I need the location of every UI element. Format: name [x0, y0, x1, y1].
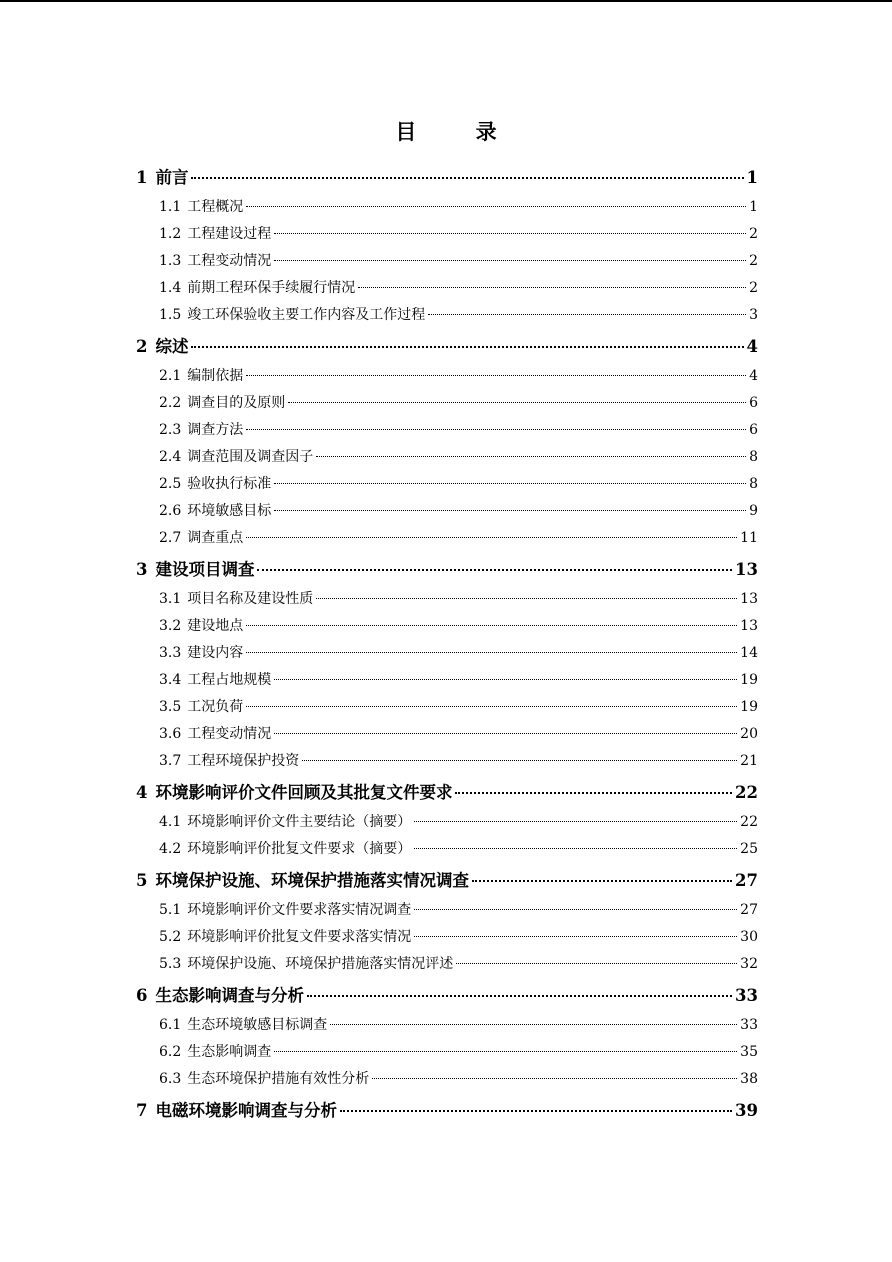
- toc-section-entry[interactable]: [136, 444, 758, 471]
- toc-page-number: 13: [740, 591, 758, 607]
- toc-section-entry[interactable]: [136, 417, 758, 444]
- toc-entry-title: 前期工程环保手续履行情况: [187, 280, 356, 296]
- toc-section-entry[interactable]: [136, 586, 758, 613]
- toc-section-entry[interactable]: [136, 897, 758, 924]
- toc-page-number: 22: [735, 783, 758, 802]
- toc-dot-leader: [302, 760, 737, 761]
- toc-entry-number: 2.3: [159, 422, 182, 438]
- toc-chapter-entry[interactable]: [136, 330, 758, 363]
- toc-entry-title: 生态影响调查与分析: [155, 986, 304, 1005]
- toc-dot-leader: [472, 880, 732, 882]
- toc-entry-title: 编制依据: [187, 368, 244, 384]
- toc-chapter-entry[interactable]: [136, 776, 758, 809]
- toc-dot-leader: [246, 375, 746, 376]
- toc-entry-number: 3.6: [159, 726, 182, 742]
- toc-dot-leader: [246, 537, 737, 538]
- toc-section-entry[interactable]: [136, 748, 758, 775]
- toc-entry-title: 生态环境敏感目标调查: [187, 1017, 328, 1033]
- toc-section-entry[interactable]: [136, 809, 758, 836]
- toc-entry-number: 3.1: [159, 591, 182, 607]
- toc-dot-leader: [246, 706, 737, 707]
- toc-entry-number: 2.4: [159, 449, 182, 465]
- toc-page-number: 39: [735, 1101, 758, 1120]
- toc-section-entry[interactable]: [136, 924, 758, 951]
- toc-section-entry[interactable]: [136, 667, 758, 694]
- toc-entry-number: 3.3: [159, 645, 182, 661]
- toc-entry-title: 验收执行标准: [187, 476, 272, 492]
- toc-page-number: 30: [740, 929, 758, 945]
- toc-section-entry[interactable]: [136, 1066, 758, 1093]
- toc-section-entry[interactable]: [136, 248, 758, 275]
- toc-entry-title: 环境影响评价批复文件要求落实情况: [187, 929, 412, 945]
- toc-dot-leader: [257, 569, 732, 571]
- toc-entry-number: 6: [136, 986, 148, 1005]
- toc-entry-number: 1.3: [159, 253, 182, 269]
- toc-entry-number: 7: [136, 1101, 148, 1120]
- toc-page-number: 13: [740, 618, 758, 634]
- toc-page-number: 14: [740, 645, 758, 661]
- toc-entry-number: 6.1: [159, 1017, 182, 1033]
- toc-dot-leader: [372, 1078, 737, 1079]
- toc-chapter-entry[interactable]: [136, 864, 758, 897]
- toc-entry-title: 竣工环保验收主要工作内容及工作过程: [187, 307, 426, 323]
- toc-page-number: 25: [740, 841, 758, 857]
- toc-entry-title: 环境保护设施、环境保护措施落实情况调查: [155, 871, 469, 890]
- toc-chapter-entry[interactable]: [136, 161, 758, 194]
- toc-chapter-entry[interactable]: [136, 553, 758, 586]
- toc-entry-title: 工程概况: [187, 199, 244, 215]
- toc-entry-title: 建设内容: [187, 645, 244, 661]
- toc-entry-title: 调查方法: [187, 422, 244, 438]
- toc-section-entry[interactable]: [136, 275, 758, 302]
- toc-dot-leader: [414, 909, 737, 910]
- toc-entry-title: 建设项目调查: [155, 560, 255, 579]
- toc-entry-number: 3.5: [159, 699, 182, 715]
- toc-dot-leader: [274, 510, 746, 511]
- toc-dot-leader: [274, 1051, 737, 1052]
- toc-entry-title: 生态影响调查: [187, 1044, 272, 1060]
- toc-entry-title: 调查范围及调查因子: [187, 449, 314, 465]
- toc-page-number: 33: [740, 1017, 758, 1033]
- toc-section-entry[interactable]: [136, 525, 758, 552]
- toc-entry-number: 2.1: [159, 368, 182, 384]
- toc-section-entry[interactable]: [136, 471, 758, 498]
- toc-entry-title: 调查重点: [187, 530, 244, 546]
- toc-entry-title: 工程变动情况: [187, 253, 272, 269]
- page-top-border: [0, 0, 892, 2]
- toc-entry-number: 5.1: [159, 902, 182, 918]
- toc-entry-number: 2.5: [159, 476, 182, 492]
- toc-dot-leader: [274, 733, 737, 734]
- toc-page-number: 33: [735, 986, 758, 1005]
- toc-entry-title: 工程环境保护投资: [187, 753, 300, 769]
- toc-dot-leader: [191, 346, 743, 348]
- toc-page-number: 1: [749, 199, 758, 215]
- table-of-contents: [136, 160, 758, 1127]
- toc-dot-leader: [358, 287, 746, 288]
- toc-section-entry[interactable]: [136, 836, 758, 863]
- toc-page-number: 6: [749, 422, 758, 438]
- toc-section-entry[interactable]: [136, 613, 758, 640]
- toc-dot-leader: [330, 1024, 737, 1025]
- toc-dot-leader: [414, 936, 737, 937]
- toc-entry-number: 1: [136, 168, 148, 187]
- toc-section-entry[interactable]: [136, 194, 758, 221]
- toc-entry-title: 工况负荷: [187, 699, 244, 715]
- toc-page-number: 1: [746, 168, 758, 187]
- toc-dot-leader: [316, 598, 737, 599]
- toc-page-number: 11: [740, 530, 758, 546]
- toc-entry-title: 项目名称及建设性质: [187, 591, 314, 607]
- toc-entry-number: 3.2: [159, 618, 182, 634]
- toc-entry-title: 环境敏感目标: [187, 503, 272, 519]
- toc-entry-title: 环境影响评价文件要求落实情况调查: [187, 902, 412, 918]
- toc-entry-title: 前言: [155, 168, 189, 187]
- toc-dot-leader: [340, 1110, 732, 1112]
- toc-section-entry[interactable]: [136, 363, 758, 390]
- toc-entry-number: 2: [136, 337, 148, 356]
- toc-entry-number: 4.2: [159, 841, 182, 857]
- toc-section-entry[interactable]: [136, 390, 758, 417]
- toc-dot-leader: [307, 995, 732, 997]
- toc-chapter-entry[interactable]: [136, 1094, 758, 1127]
- toc-entry-number: 2.6: [159, 503, 182, 519]
- toc-entry-number: 2.7: [159, 530, 182, 546]
- toc-entry-number: 3: [136, 560, 148, 579]
- toc-entry-title: 工程变动情况: [187, 726, 272, 742]
- toc-entry-title: 电磁环境影响调查与分析: [155, 1101, 337, 1120]
- toc-section-entry[interactable]: [136, 721, 758, 748]
- toc-dot-leader: [428, 314, 746, 315]
- toc-entry-number: 3.7: [159, 753, 182, 769]
- toc-page-number: 38: [740, 1071, 758, 1087]
- toc-dot-leader: [274, 233, 746, 234]
- toc-dot-leader: [191, 177, 743, 179]
- toc-page-number: 2: [749, 253, 758, 269]
- toc-section-entry[interactable]: [136, 302, 758, 329]
- toc-page-number: 32: [740, 956, 758, 972]
- toc-dot-leader: [455, 792, 732, 794]
- toc-section-entry[interactable]: [136, 1039, 758, 1066]
- toc-page-number: 8: [749, 449, 758, 465]
- toc-entry-title: 生态环境保护措施有效性分析: [187, 1071, 370, 1087]
- toc-dot-leader: [246, 206, 746, 207]
- toc-entry-number: 3.4: [159, 672, 182, 688]
- toc-page-number: 19: [740, 699, 758, 715]
- toc-section-entry[interactable]: [136, 694, 758, 721]
- toc-page-number: 4: [746, 337, 758, 356]
- toc-dot-leader: [246, 429, 746, 430]
- toc-entry-number: 2.2: [159, 395, 182, 411]
- toc-entry-number: 1.5: [159, 307, 182, 323]
- toc-dot-leader: [274, 260, 746, 261]
- toc-entry-number: 4.1: [159, 814, 182, 830]
- toc-page-number: 21: [740, 753, 758, 769]
- toc-section-entry[interactable]: [136, 640, 758, 667]
- toc-dot-leader: [414, 848, 737, 849]
- toc-page-number: 35: [740, 1044, 758, 1060]
- toc-entry-title: 建设地点: [187, 618, 244, 634]
- toc-page-number: 22: [740, 814, 758, 830]
- toc-entry-number: 5.3: [159, 956, 182, 972]
- toc-dot-leader: [316, 456, 746, 457]
- toc-title: 目 录: [395, 119, 523, 144]
- toc-entry-title: 环境影响评价批复文件要求（摘要）: [187, 841, 412, 857]
- toc-dot-leader: [274, 679, 737, 680]
- toc-entry-number: 5.2: [159, 929, 182, 945]
- toc-entry-number: 6.3: [159, 1071, 182, 1087]
- toc-section-entry[interactable]: [136, 1012, 758, 1039]
- toc-page-number: 6: [749, 395, 758, 411]
- toc-page-number: 2: [749, 226, 758, 242]
- toc-page-number: 27: [735, 871, 758, 890]
- toc-page-number: 8: [749, 476, 758, 492]
- toc-page-number: 3: [749, 307, 758, 323]
- toc-page-number: 9: [749, 503, 758, 519]
- toc-dot-leader: [456, 963, 737, 964]
- toc-entry-title: 工程占地规模: [187, 672, 272, 688]
- toc-page-number: 13: [735, 560, 758, 579]
- toc-page-number: 4: [749, 368, 758, 384]
- toc-entry-title: 环境保护设施、环境保护措施落实情况评述: [187, 956, 454, 972]
- toc-entry-title: 调查目的及原则: [187, 395, 286, 411]
- toc-entry-title: 环境影响评价文件主要结论（摘要）: [187, 814, 412, 830]
- toc-entry-number: 1.2: [159, 226, 182, 242]
- toc-dot-leader: [246, 625, 737, 626]
- toc-entry-number: 4: [136, 783, 148, 802]
- toc-dot-leader: [246, 652, 737, 653]
- toc-section-entry[interactable]: [136, 221, 758, 248]
- toc-entry-title: 综述: [155, 337, 189, 356]
- toc-entry-number: 6.2: [159, 1044, 182, 1060]
- toc-section-entry[interactable]: [136, 498, 758, 525]
- toc-entry-title: 环境影响评价文件回顾及其批复文件要求: [155, 783, 453, 802]
- toc-entry-title: 工程建设过程: [187, 226, 272, 242]
- toc-dot-leader: [274, 483, 746, 484]
- toc-entry-number: 1.4: [159, 280, 182, 296]
- toc-chapter-entry[interactable]: [136, 979, 758, 1012]
- toc-entry-number: 5: [136, 871, 148, 890]
- toc-page-number: 20: [740, 726, 758, 742]
- toc-page-number: 19: [740, 672, 758, 688]
- toc-dot-leader: [414, 821, 737, 822]
- toc-page-number: 27: [740, 902, 758, 918]
- toc-entry-number: 1.1: [159, 199, 182, 215]
- toc-page-number: 2: [749, 280, 758, 296]
- toc-dot-leader: [288, 402, 746, 403]
- toc-section-entry[interactable]: [136, 951, 758, 978]
